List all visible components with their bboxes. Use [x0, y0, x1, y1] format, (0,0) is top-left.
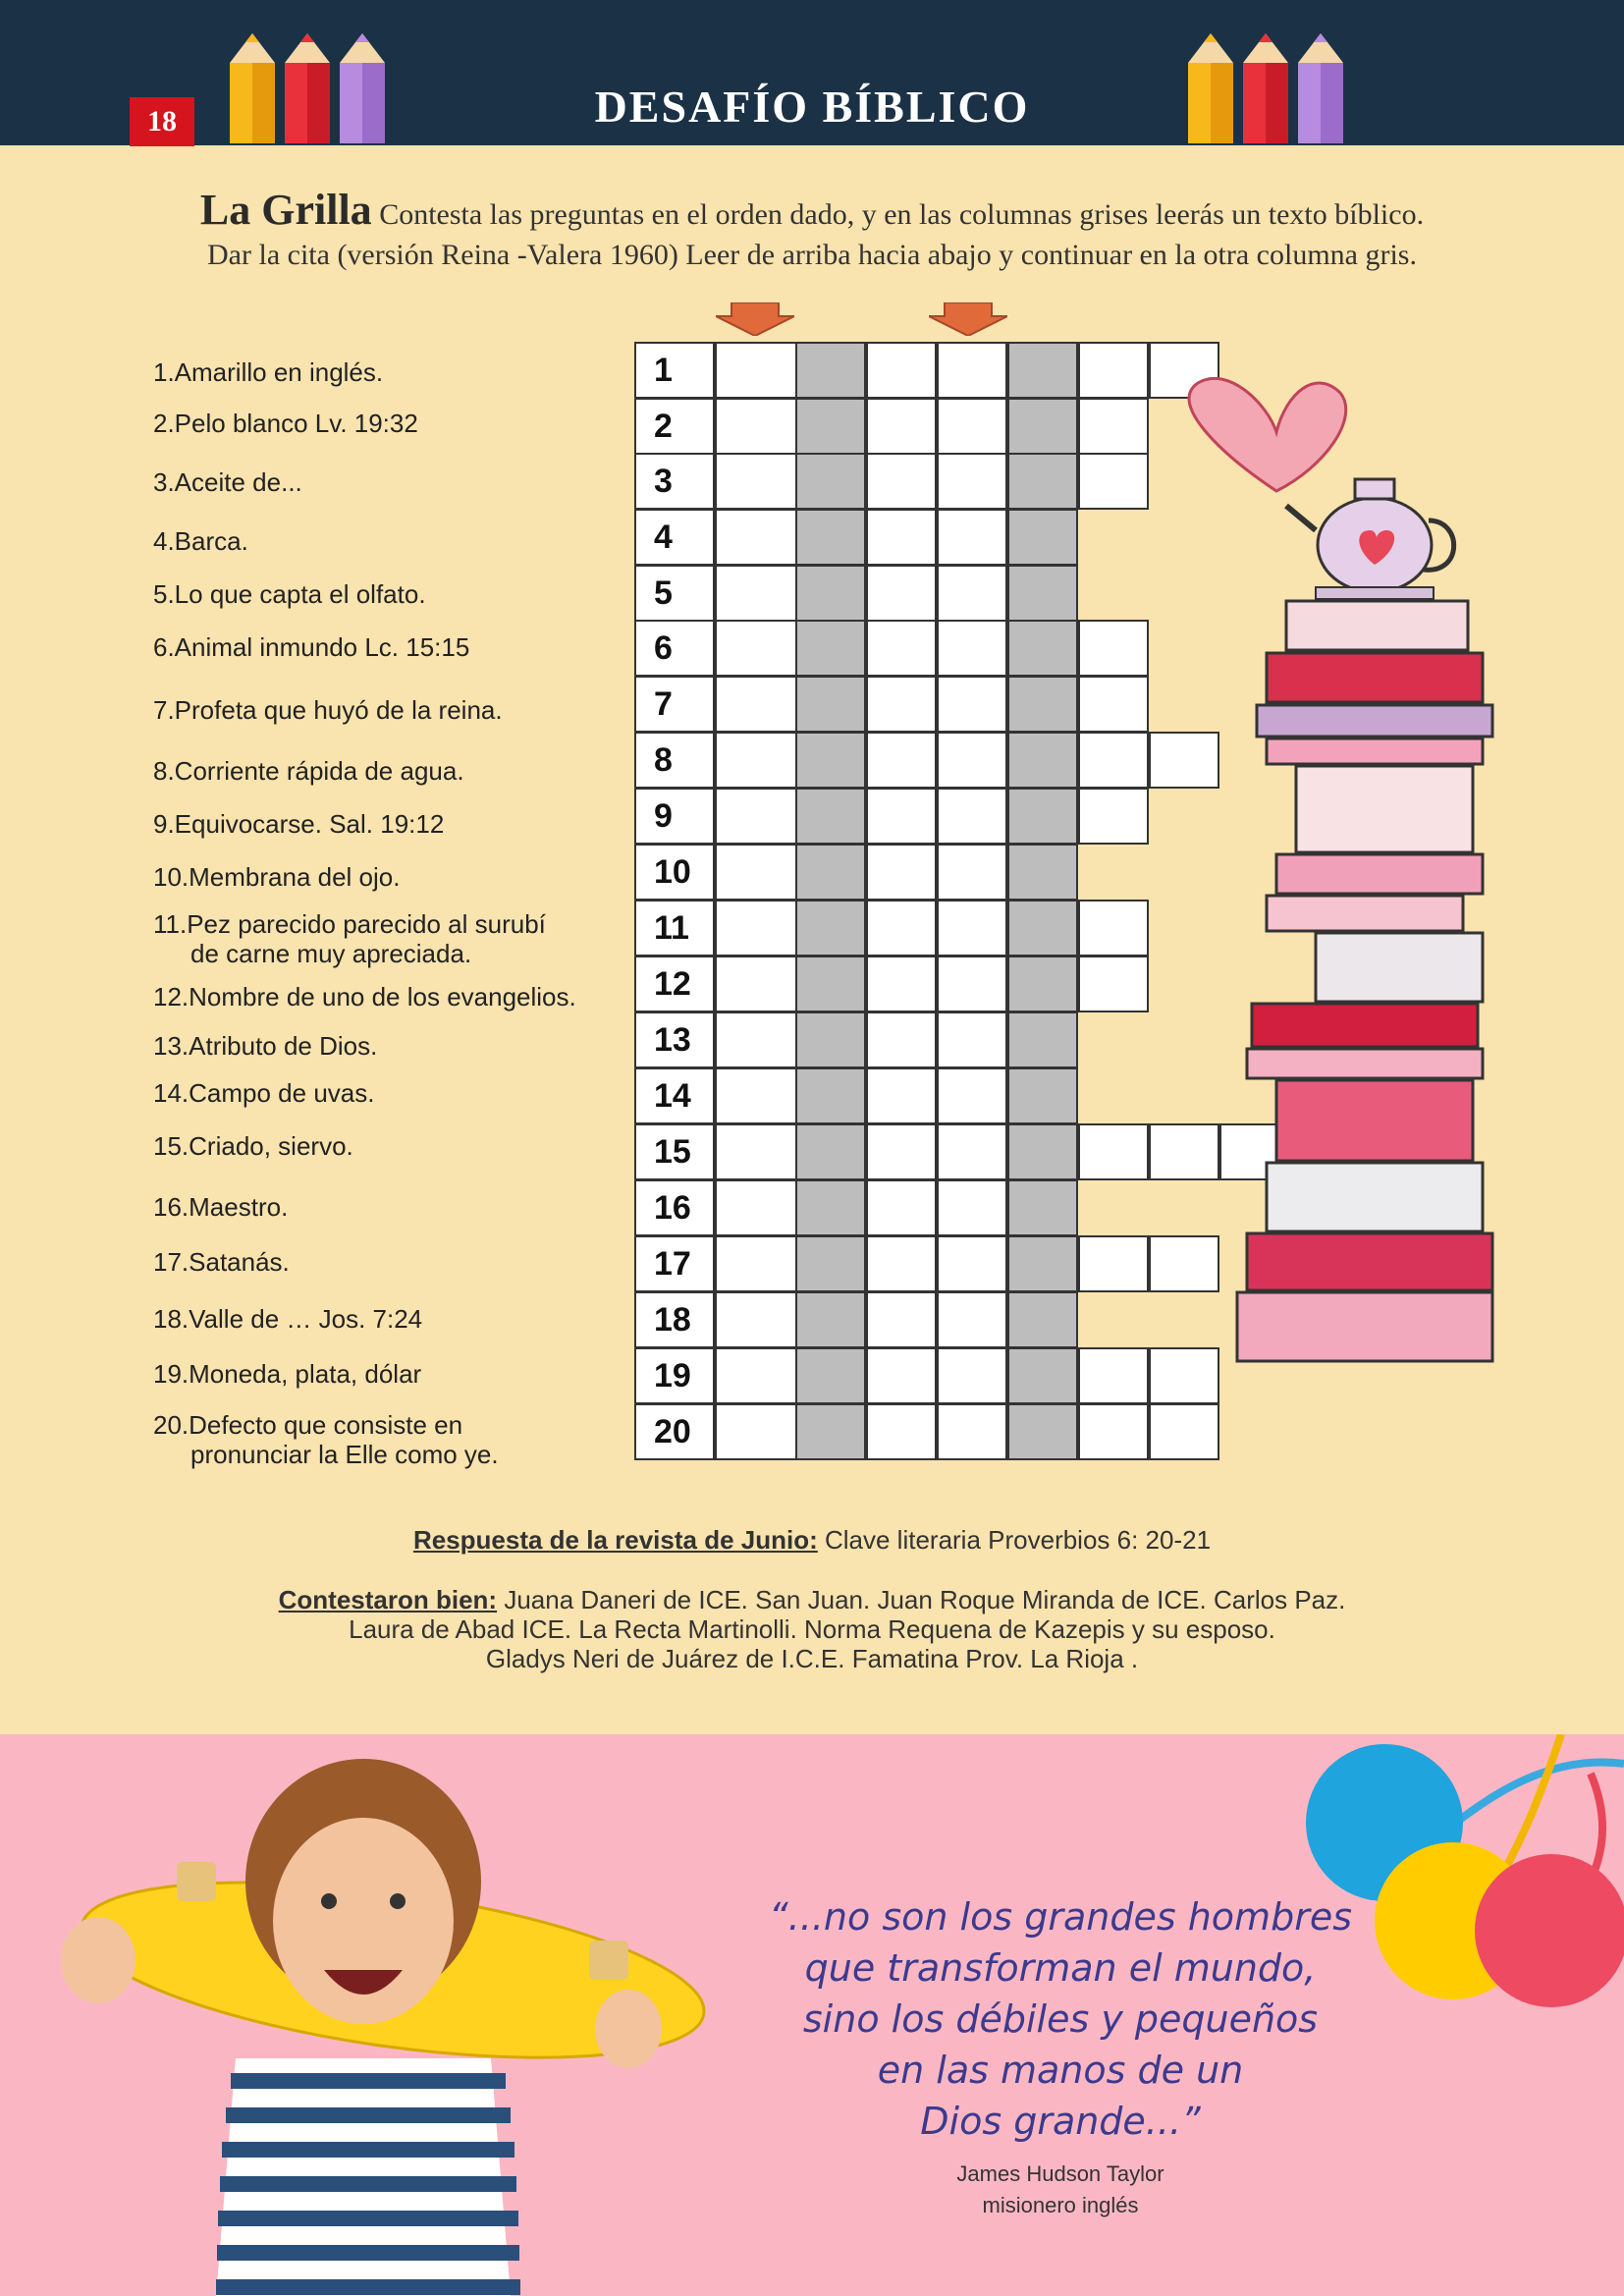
clue-text: 11.Pez parecido parecido al surubí [153, 909, 546, 939]
grid-cell[interactable] [715, 1347, 797, 1404]
grid-cell[interactable] [937, 453, 1007, 510]
grid-cell-gray[interactable] [1007, 788, 1078, 845]
grid-cell[interactable] [937, 342, 1007, 399]
previous-answers [0, 1525, 1624, 1673]
grid-row-number: 18 [634, 1291, 715, 1348]
grid-cell-gray[interactable] [1007, 1403, 1078, 1460]
grid-row-number: 7 [634, 676, 715, 733]
grid-cell[interactable] [715, 453, 797, 510]
grid-cell[interactable] [937, 732, 1007, 789]
clue-text: 5.Lo que capta el olfato. [153, 579, 426, 609]
clue-list [0, 0, 628, 1473]
clue-text: 16.Maestro. [153, 1192, 289, 1222]
grid-cell-gray[interactable] [795, 956, 866, 1012]
june-answer-label: Respuesta de la revista de Junio: [412, 1525, 818, 1555]
instructions-line1: Contesta las preguntas en el orden dado, y en las columnas grises leerás un texto bíblico. [371, 198, 1425, 231]
grid-cell-gray[interactable] [795, 342, 866, 399]
grid-cell[interactable] [1078, 732, 1149, 789]
grid-cell-gray[interactable] [795, 565, 866, 622]
june-answer-text: Clave literaria Proverbios 6: 20-21 [817, 1525, 1212, 1555]
grid-row-number: 9 [634, 788, 715, 845]
grid-cell-gray[interactable] [795, 732, 866, 789]
quote-attribution [864, 2159, 1257, 2221]
grid-row-number: 20 [634, 1403, 715, 1460]
grid-row-number: 10 [634, 844, 715, 901]
grid-cell[interactable] [1078, 1123, 1149, 1180]
grid-cell[interactable] [937, 844, 1007, 901]
grid-cell-gray[interactable] [795, 1403, 866, 1460]
quote-section [0, 1734, 1624, 2296]
down-arrow-icon [929, 302, 1007, 336]
grid-cell-gray[interactable] [1007, 900, 1078, 957]
grid-cell[interactable] [866, 676, 937, 733]
clue-text-continuation: de carne muy apreciada. [190, 939, 472, 968]
grid-cell[interactable] [715, 620, 797, 677]
clue-item [153, 1304, 422, 1334]
correct-answers-line3: Gladys Neri de Juárez de I.C.E. Famatina Prov. La Rioja . [485, 1644, 1139, 1673]
grid-cell[interactable] [1078, 1347, 1149, 1404]
grid-row-number: 16 [634, 1179, 715, 1236]
grid-cell[interactable] [866, 398, 937, 455]
clue-item [153, 982, 576, 1011]
grid-cell-gray[interactable] [795, 788, 866, 845]
grid-cell[interactable] [1078, 1235, 1149, 1292]
grid-cell-gray[interactable] [795, 676, 866, 733]
clue-text: 9.Equivocarse. Sal. 19:12 [153, 809, 445, 839]
quote-line: en las manos de un [877, 2049, 1244, 2092]
grid-cell[interactable] [937, 788, 1007, 845]
grid-cell-gray[interactable] [1007, 620, 1078, 677]
child-with-skateboard-photo [39, 1734, 727, 2296]
grid-cell[interactable] [866, 900, 937, 957]
clue-item [153, 1131, 353, 1161]
clue-text: 13.Atributo de Dios. [153, 1031, 378, 1061]
clue-text: 4.Barca. [153, 526, 248, 556]
grid-cell[interactable] [937, 1011, 1007, 1068]
quote-line: sino los débiles y pequeños [802, 1997, 1319, 2041]
grid-row-number: 3 [634, 453, 715, 510]
stack-of-books-illustration [1159, 373, 1542, 1385]
grid-cell[interactable] [715, 1235, 797, 1292]
grid-cell[interactable] [1078, 788, 1149, 845]
grid-cell-gray[interactable] [795, 620, 866, 677]
clue-text: 17.Satanás. [153, 1247, 290, 1277]
grid-cell[interactable] [715, 1067, 797, 1124]
grid-cell[interactable] [1078, 956, 1149, 1012]
grid-cell[interactable] [1078, 342, 1149, 399]
grid-row-number: 5 [634, 565, 715, 622]
down-arrow-icon [716, 302, 794, 336]
grid-cell-gray[interactable] [795, 1179, 866, 1236]
clue-item [153, 809, 444, 839]
grid-cell-gray[interactable] [795, 900, 866, 957]
clue-text: 14.Campo de uvas. [153, 1078, 375, 1108]
clue-text: 19.Moneda, plata, dólar [153, 1359, 422, 1389]
grid-cell[interactable] [866, 342, 937, 399]
grid-row-number: 6 [634, 620, 715, 677]
grid-cell[interactable] [866, 1291, 937, 1348]
grid-cell[interactable] [866, 1123, 937, 1180]
grid-cell-gray[interactable] [1007, 509, 1078, 566]
grid-cell-gray[interactable] [795, 398, 866, 455]
clue-text-continuation: pronunciar la Elle como ye. [190, 1440, 499, 1469]
clue-text: 8.Corriente rápida de agua. [153, 756, 464, 786]
grid-cell-gray[interactable] [1007, 844, 1078, 901]
grid-cell-gray[interactable] [795, 509, 866, 566]
clue-item [153, 632, 469, 662]
clue-text: 1.Amarillo en inglés. [153, 357, 384, 387]
clue-item [153, 862, 400, 892]
clue-item [153, 1247, 290, 1277]
clue-item [153, 695, 503, 725]
clue-text: 3.Aceite de... [153, 467, 302, 497]
grid-cell[interactable] [715, 1403, 797, 1460]
grid-cell[interactable] [1078, 900, 1149, 957]
grid-cell[interactable] [715, 844, 797, 901]
grid-cell[interactable] [715, 1011, 797, 1068]
clue-item [153, 467, 302, 497]
clue-item [153, 1410, 499, 1469]
grid-cell[interactable] [866, 1235, 937, 1292]
grid-cell-gray[interactable] [1007, 1347, 1078, 1404]
page-number: 18 [130, 97, 194, 146]
grid-cell-gray[interactable] [795, 1067, 866, 1124]
correct-answers-label: Contestaron bien: [278, 1585, 498, 1614]
grid-cell[interactable] [937, 620, 1007, 677]
grid-cell[interactable] [866, 509, 937, 566]
grid-cell[interactable] [866, 1179, 937, 1236]
clue-item [153, 756, 464, 786]
grid-cell[interactable] [937, 956, 1007, 1012]
grid-cell[interactable] [715, 398, 797, 455]
section-title: DESAFÍO BÍBLICO [594, 82, 1030, 132]
grid-cell[interactable] [937, 509, 1007, 566]
grid-cell[interactable] [866, 732, 937, 789]
grid-cell-gray[interactable] [1007, 342, 1078, 399]
grid-cell[interactable] [715, 676, 797, 733]
grid-cell-gray[interactable] [1007, 676, 1078, 733]
grid-cell[interactable] [937, 1347, 1007, 1404]
grid-cell[interactable] [1078, 620, 1149, 677]
grid-cell[interactable] [937, 398, 1007, 455]
grid-row-number: 17 [634, 1235, 715, 1292]
grid-cell[interactable] [715, 565, 797, 622]
grid-cell[interactable] [866, 1347, 937, 1404]
grid-cell[interactable] [937, 565, 1007, 622]
quote-text [727, 1891, 1394, 2147]
grid-cell-gray[interactable] [1007, 1235, 1078, 1292]
grid-cell-gray[interactable] [795, 844, 866, 901]
grid-row-number: 4 [634, 509, 715, 566]
grid-cell[interactable] [1149, 1403, 1219, 1460]
grid-row-number: 14 [634, 1067, 715, 1124]
grid-cell[interactable] [937, 1123, 1007, 1180]
grid-cell[interactable] [1078, 398, 1149, 455]
clue-text: 15.Criado, siervo. [153, 1131, 353, 1161]
grid-row-number: 13 [634, 1011, 715, 1068]
grid-cell[interactable] [866, 1011, 937, 1068]
clue-item [153, 357, 383, 387]
grid-row-number: 15 [634, 1123, 715, 1180]
quote-line: Dios grande...” [920, 2100, 1201, 2143]
clue-text: 20.Defecto que consiste en [153, 1410, 463, 1440]
grid-row-number: 2 [634, 398, 715, 455]
quote-line: “...no son los grandes hombres [769, 1895, 1352, 1939]
grid-cell[interactable] [866, 620, 937, 677]
clue-text: 12.Nombre de uno de los evangelios. [153, 982, 576, 1011]
clue-item [153, 526, 248, 556]
grid-cell-gray[interactable] [1007, 565, 1078, 622]
clue-item [153, 409, 418, 438]
clue-text: 7.Profeta que huyó de la reina. [153, 695, 503, 725]
grid-cell[interactable] [1078, 1403, 1149, 1460]
correct-answers-line2: Laura de Abad ICE. La Recta Martinolli. Norma Requena de Kazepis y su esposo. [349, 1614, 1275, 1644]
clue-text: 2.Pelo blanco Lv. 19:32 [153, 409, 418, 438]
grid-row-number: 1 [634, 342, 715, 399]
grid-cell-gray[interactable] [795, 1235, 866, 1292]
grid-cell-gray[interactable] [795, 1291, 866, 1348]
grid-cell[interactable] [937, 1291, 1007, 1348]
grid-cell[interactable] [866, 453, 937, 510]
grid-cell-gray[interactable] [1007, 453, 1078, 510]
clue-item [153, 1031, 377, 1061]
grid-cell[interactable] [715, 788, 797, 845]
clue-item [153, 909, 546, 968]
grid-cell[interactable] [866, 1403, 937, 1460]
clue-item [153, 1192, 288, 1222]
grid-cell[interactable] [937, 1067, 1007, 1124]
grid-cell[interactable] [937, 676, 1007, 733]
clue-item [153, 1078, 374, 1108]
grid-cell[interactable] [937, 1179, 1007, 1236]
grid-cell-gray[interactable] [1007, 1067, 1078, 1124]
grid-cell[interactable] [715, 1179, 797, 1236]
grid-row-number: 11 [634, 900, 715, 957]
grid-cell-gray[interactable] [1007, 732, 1078, 789]
correct-answers-line1: Juana Daneri de ICE. San Juan. Juan Roque Miranda de ICE. Carlos Paz. [497, 1585, 1346, 1614]
grid-cell-gray[interactable] [1007, 1011, 1078, 1068]
grid-cell[interactable] [715, 342, 797, 399]
grid-cell[interactable] [937, 1235, 1007, 1292]
grid-cell[interactable] [715, 732, 797, 789]
grid-cell-gray[interactable] [795, 453, 866, 510]
grid-cell[interactable] [866, 565, 937, 622]
grid-cell[interactable] [937, 900, 1007, 957]
clue-item [153, 1359, 421, 1389]
grid-cell-gray[interactable] [1007, 1291, 1078, 1348]
grid-cell-gray[interactable] [795, 1011, 866, 1068]
grid-cell[interactable] [715, 509, 797, 566]
instructions-line2: Dar la cita (versión Reina -Valera 1960) Leer de arriba hacia abajo y continuar en la otra columna gris. [207, 239, 1417, 271]
grid-cell-gray[interactable] [1007, 398, 1078, 455]
clue-text: 10.Membrana del ojo. [153, 862, 401, 892]
clue-item [153, 579, 426, 609]
grid-row-number: 12 [634, 956, 715, 1012]
grid-row-number: 19 [634, 1347, 715, 1404]
quote-line: que transforman el mundo, [804, 1946, 1317, 1990]
grid-cell[interactable] [866, 956, 937, 1012]
clue-text: 18.Valle de … Jos. 7:24 [153, 1304, 423, 1334]
grid-cell-gray[interactable] [795, 1123, 866, 1180]
grid-cell[interactable] [866, 1067, 937, 1124]
grid-cell[interactable] [866, 788, 937, 845]
grid-cell-gray[interactable] [1007, 1179, 1078, 1236]
grid-cell-gray[interactable] [795, 1347, 866, 1404]
grid-cell-gray[interactable] [1007, 1123, 1078, 1180]
quote-author: James Hudson Taylor [956, 2161, 1164, 2186]
grid-cell[interactable] [715, 1291, 797, 1348]
grid-cell[interactable] [715, 900, 797, 957]
grid-row-number: 8 [634, 732, 715, 789]
quote-author-role: misionero inglés [982, 2193, 1139, 2217]
clue-text: 6.Animal inmundo Lc. 15:15 [153, 632, 470, 662]
grid-cell[interactable] [866, 844, 937, 901]
grid-cell[interactable] [937, 1403, 1007, 1460]
grid-cell[interactable] [1078, 676, 1149, 733]
grid-cell-gray[interactable] [1007, 956, 1078, 1012]
grid-cell[interactable] [1078, 453, 1149, 510]
puzzle-title: La Grilla [199, 186, 372, 234]
grid-cell[interactable] [715, 956, 797, 1012]
grid-cell[interactable] [715, 1123, 797, 1180]
